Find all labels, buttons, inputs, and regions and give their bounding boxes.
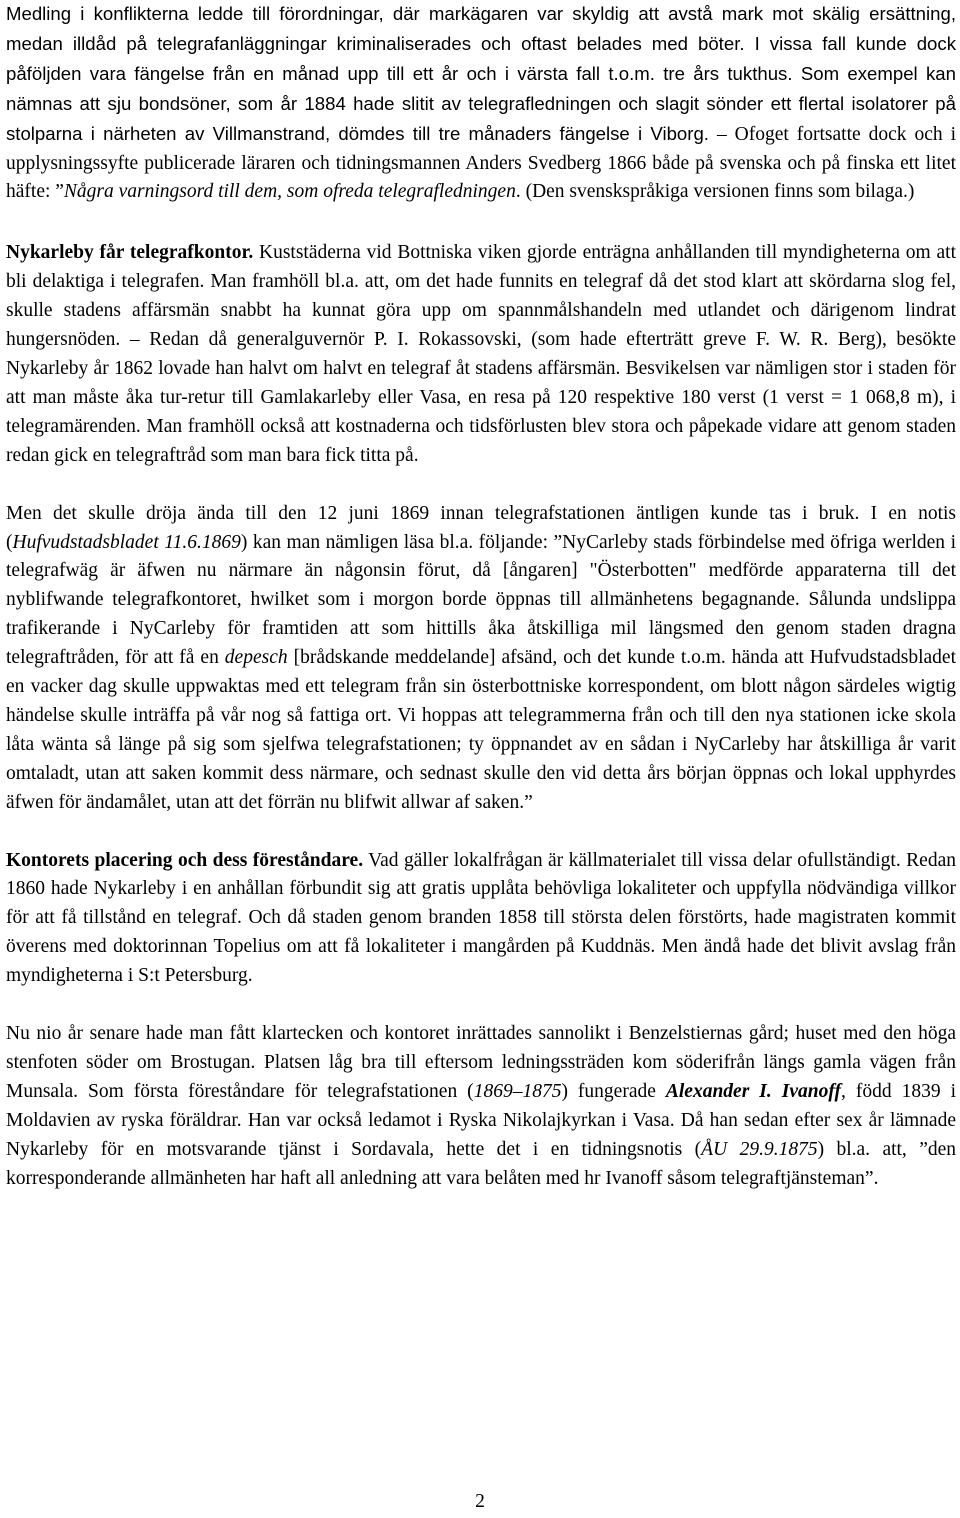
text-run: ÅU 29.9.1875: [701, 1138, 818, 1160]
text-run: Några varningsord till dem, som ofreda telegrafledningen: [63, 181, 516, 203]
text-run: ) kan man nämligen läsa bl.a. följande: ”NyCarleby stads förbindelse med öfriga werlden i telegrafwäg är äfwen nu närmare än någonsin förut, då [ångaren] "Österbotten" medförde apparaterna till det nyblifwande telegrafkontoret, hwilket som i morgon borde öppnas till allmänhetens begagnande. Sålunda undslippa trafikerande i NyCarleby för framtiden att som hittills åka åtskilliga mil längsmed den genom staden dragna telegraftråden, för att få en: [6, 531, 956, 669]
text-run: depesch: [224, 647, 288, 669]
text-run: . (Den svenskspråkiga versionen finns som bilaga.): [515, 181, 915, 203]
text-run: ) bl.a. att, ”den korresponderande allmänheten har haft all anledning att vara belåten med hr Ivanoff såsom telegraftjänsteman”.: [6, 1138, 957, 1189]
text-run: Kuststäderna vid Bottniska viken gjorde enträgna anhållanden till myndigheterna om att bli delaktiga i telegrafen. Man framhöll bl.a. att, om det hade funnits en telegraf då det stod klart att skördarna slog fel, skulle stadens affärsmän snabbt ha kunnat göra upp om spannmålshandeln med utlandet och därigenom lindrat hungersnöden. – Redan då generalguvernör P. I. Rokassovski, (som hade efterträtt greve F. W. R. Berg), besökte Nykarleby år 1862 lovade han halvt om halvt en telegraf åt stadens affärsmän. Besvikelsen var nämligen stor i staden för att man måste åka tur-retur till Gamlakarleby eller Vasa, en resa på 120 respektive 180 verst (1 verst = 1 068,8 m), i telegramärenden. Man framhöll också att kostnaderna och tidsförlusten blev stora och påpekade vidare att genom staden redan gick en telegraftråd som man bara fick titta på.: [6, 242, 956, 466]
paragraph-4: [6, 847, 956, 992]
paragraph-1: [6, 0, 956, 207]
page-number: 2: [475, 1491, 485, 1512]
text-run: ) fungerade: [561, 1080, 666, 1102]
text-run: Vad gäller lokalfrågan är källmaterialet till vissa delar ofullständigt. Redan 1860 hade Nykarleby i en anhållan förbundit sig att gratis upplåta behövliga lokaliteter och uppfylla nödvändiga villkor för att få tillstånd en telegraf. Och då staden genom branden 1858 till största delen förstörts, hade magistraten kommit överens med doktorinnan Topelius om att få lokaliteter i mangården på Kuddnäs. Men ändå hade det blivit avslag från myndigheterna i S:t Petersburg.: [6, 849, 956, 987]
text-run: [brådskande meddelande] afsänd, och det kunde t.o.m. hända att Hufvudstadsbladet en vacker dag skulle uppwaktas med ett telegram från sin österbottniske korrespondent, om blott någon särdeles wigtig händelse skulle inträffa på vår nog så fattiga ort. Vi hoppas att telegrammerna från och till den nya stationen icke skola låta wänta så länge på sig som sjelfwa telegrafstationen; ty öppnandet av en sådan i NyCarleby har åtskilliga år varit omtaladt, utan att saken kommit dess närmare, och sednast skulle den vid detta års början öppnas och lokal upphyrdes äfwen för ändamålet, utan att det förrän nu blifwit allwar af saken.”: [6, 647, 956, 813]
paragraph-5: [6, 1020, 956, 1193]
text-run: Nykarleby får telegrafkontor.: [6, 242, 254, 264]
paragraph-2: [6, 239, 956, 470]
text-run: 1869–1875: [473, 1080, 562, 1102]
text-run: , född 1839 i Moldavien av ryska föräldrar. Han var också ledamot i Ryska Nikolajkyrkan i Vasa. Då han sedan efter sex år lämnade Nykarleby för en motsvarande tjänst i Sordavala, hette det i en tidningsnotis (: [6, 1080, 956, 1160]
text-run: Hufvudstadsbladet 11.6.1869: [12, 531, 241, 553]
paragraph-3: [6, 500, 956, 818]
text-run: Alexander I. Ivanoff: [665, 1080, 841, 1102]
text-run: Nu nio år senare hade man fått klartecken och kontoret inrättades sannolikt i Benzelstiernas gård; huset med den höga stenfoten söder om Brostugan. Platsen låg bra till eftersom ledningssträden kom söderifrån längs gamla vägen från Munsala. Som första föreståndare för telegrafstationen (: [6, 1023, 956, 1102]
text-run: – Ofoget fortsatte dock och i upplysningssyfte publicerade läraren och tidningsmannen Anders Svedberg 1866 både på svenska och på finska ett litet häfte: ”: [6, 123, 957, 203]
text-run: Medling i konflikterna ledde till förordningar, där markägaren var skyldig att avstå mark mot skälig ersättning, medan illdåd på telegrafanläggningar kriminaliserades och oftast belades med böter. I vissa fall kunde dock påföljden vara fängelse från en månad upp till ett år och i värsta fall t.o.m. tre års tukthus.: [6, 3, 956, 84]
text-run: Kontorets placering och dess föreståndare.: [6, 849, 364, 871]
text-run: Men det skulle dröja ända till den 12 juni 1869 innan telegrafstationen äntligen kunde tas i bruk. I en notis (: [6, 502, 956, 553]
text-run: Som exempel kan nämnas att sju bondsöner, som år 1884 hade slitit av telegrafledningen och slagit sönder ett flertal isolatorer på stolparna i närheten av Villmanstrand, dömdes till tre månaders fängelse i Viborg.: [6, 62, 956, 144]
